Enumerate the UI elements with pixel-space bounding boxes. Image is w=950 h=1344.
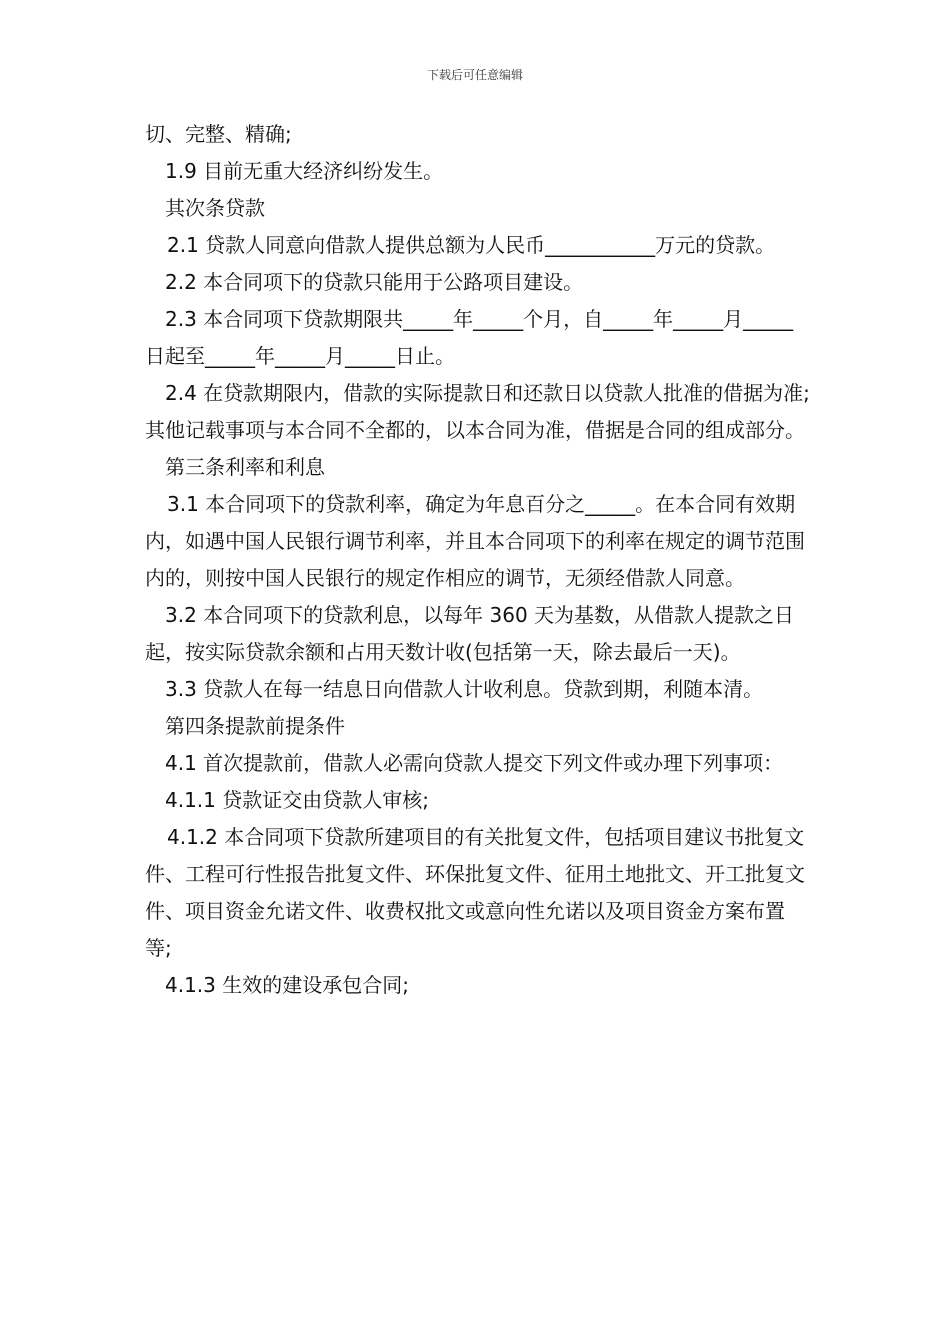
document-body [145, 116, 810, 1004]
clause-4-1-3: 4.1.3 生效的建设承包合同; [165, 973, 409, 997]
clause-2-3: 2.3 本合同项下贷款期限共_____年_____个月，自_____年_____月_____日起至_____年_____月_____日止。 [145, 307, 794, 368]
section-heading-2: 其次条贷款 [165, 196, 265, 220]
page-header: 下载后可任意编辑 [426, 68, 523, 82]
clause-3-1: 3.1 本合同项下的贷款利率，确定为年息百分之_____。在本合同有效期内，如遇中国人民银行调节利率，并且本合同项下的利率在规定的调节范围内的，则按中国人民银行的规定作相应的调节，无须经借款人同意。 [145, 492, 805, 590]
paragraph-continuation: 切、完整、精确; [145, 122, 292, 146]
section-heading-4: 第四条提款前提条件 [165, 714, 345, 738]
clause-2-2: 2.2 本合同项下的贷款只能用于公路项目建设。 [165, 270, 584, 294]
clause-2-4: 2.4 在贷款期限内，借款的实际提款日和还款日以贷款人批准的借据为准;其他记载事项与本合同不全都的，以本合同为准，借据是合同的组成部分。 [145, 381, 810, 442]
clause-4-1: 4.1 首次提款前，借款人必需向贷款人提交下列文件或办理下列事项： [165, 751, 784, 775]
clause-4-1-2: 4.1.2 本合同项下贷款所建项目的有关批复文件，包括项目建议书批复文件、工程可行性报告批复文件、环保批复文件、征用土地批文、开工批复文件、项目资金允诺文件、收费权批文或意向性允诺以及项目资金方案布置等; [145, 825, 805, 960]
section-heading-3: 第三条利率和利息 [165, 455, 325, 479]
clause-4-1-1: 4.1.1 贷款证交由贷款人审核; [165, 788, 429, 812]
clause-3-2: 3.2 本合同项下的贷款利息，以每年 360 天为基数，从借款人提款之日起，按实际贷款余额和占用天数计收(包括第一天，除去最后一天)。 [145, 603, 795, 664]
clause-1-9: 1.9 目前无重大经济纠纷发生。 [165, 159, 444, 183]
clause-3-3: 3.3 贷款人在每一结息日向借款人计收利息。贷款到期，利随本清。 [165, 677, 764, 701]
clause-2-1: 2.1 贷款人同意向借款人提供总额为人民币___________万元的贷款。 [167, 233, 776, 257]
